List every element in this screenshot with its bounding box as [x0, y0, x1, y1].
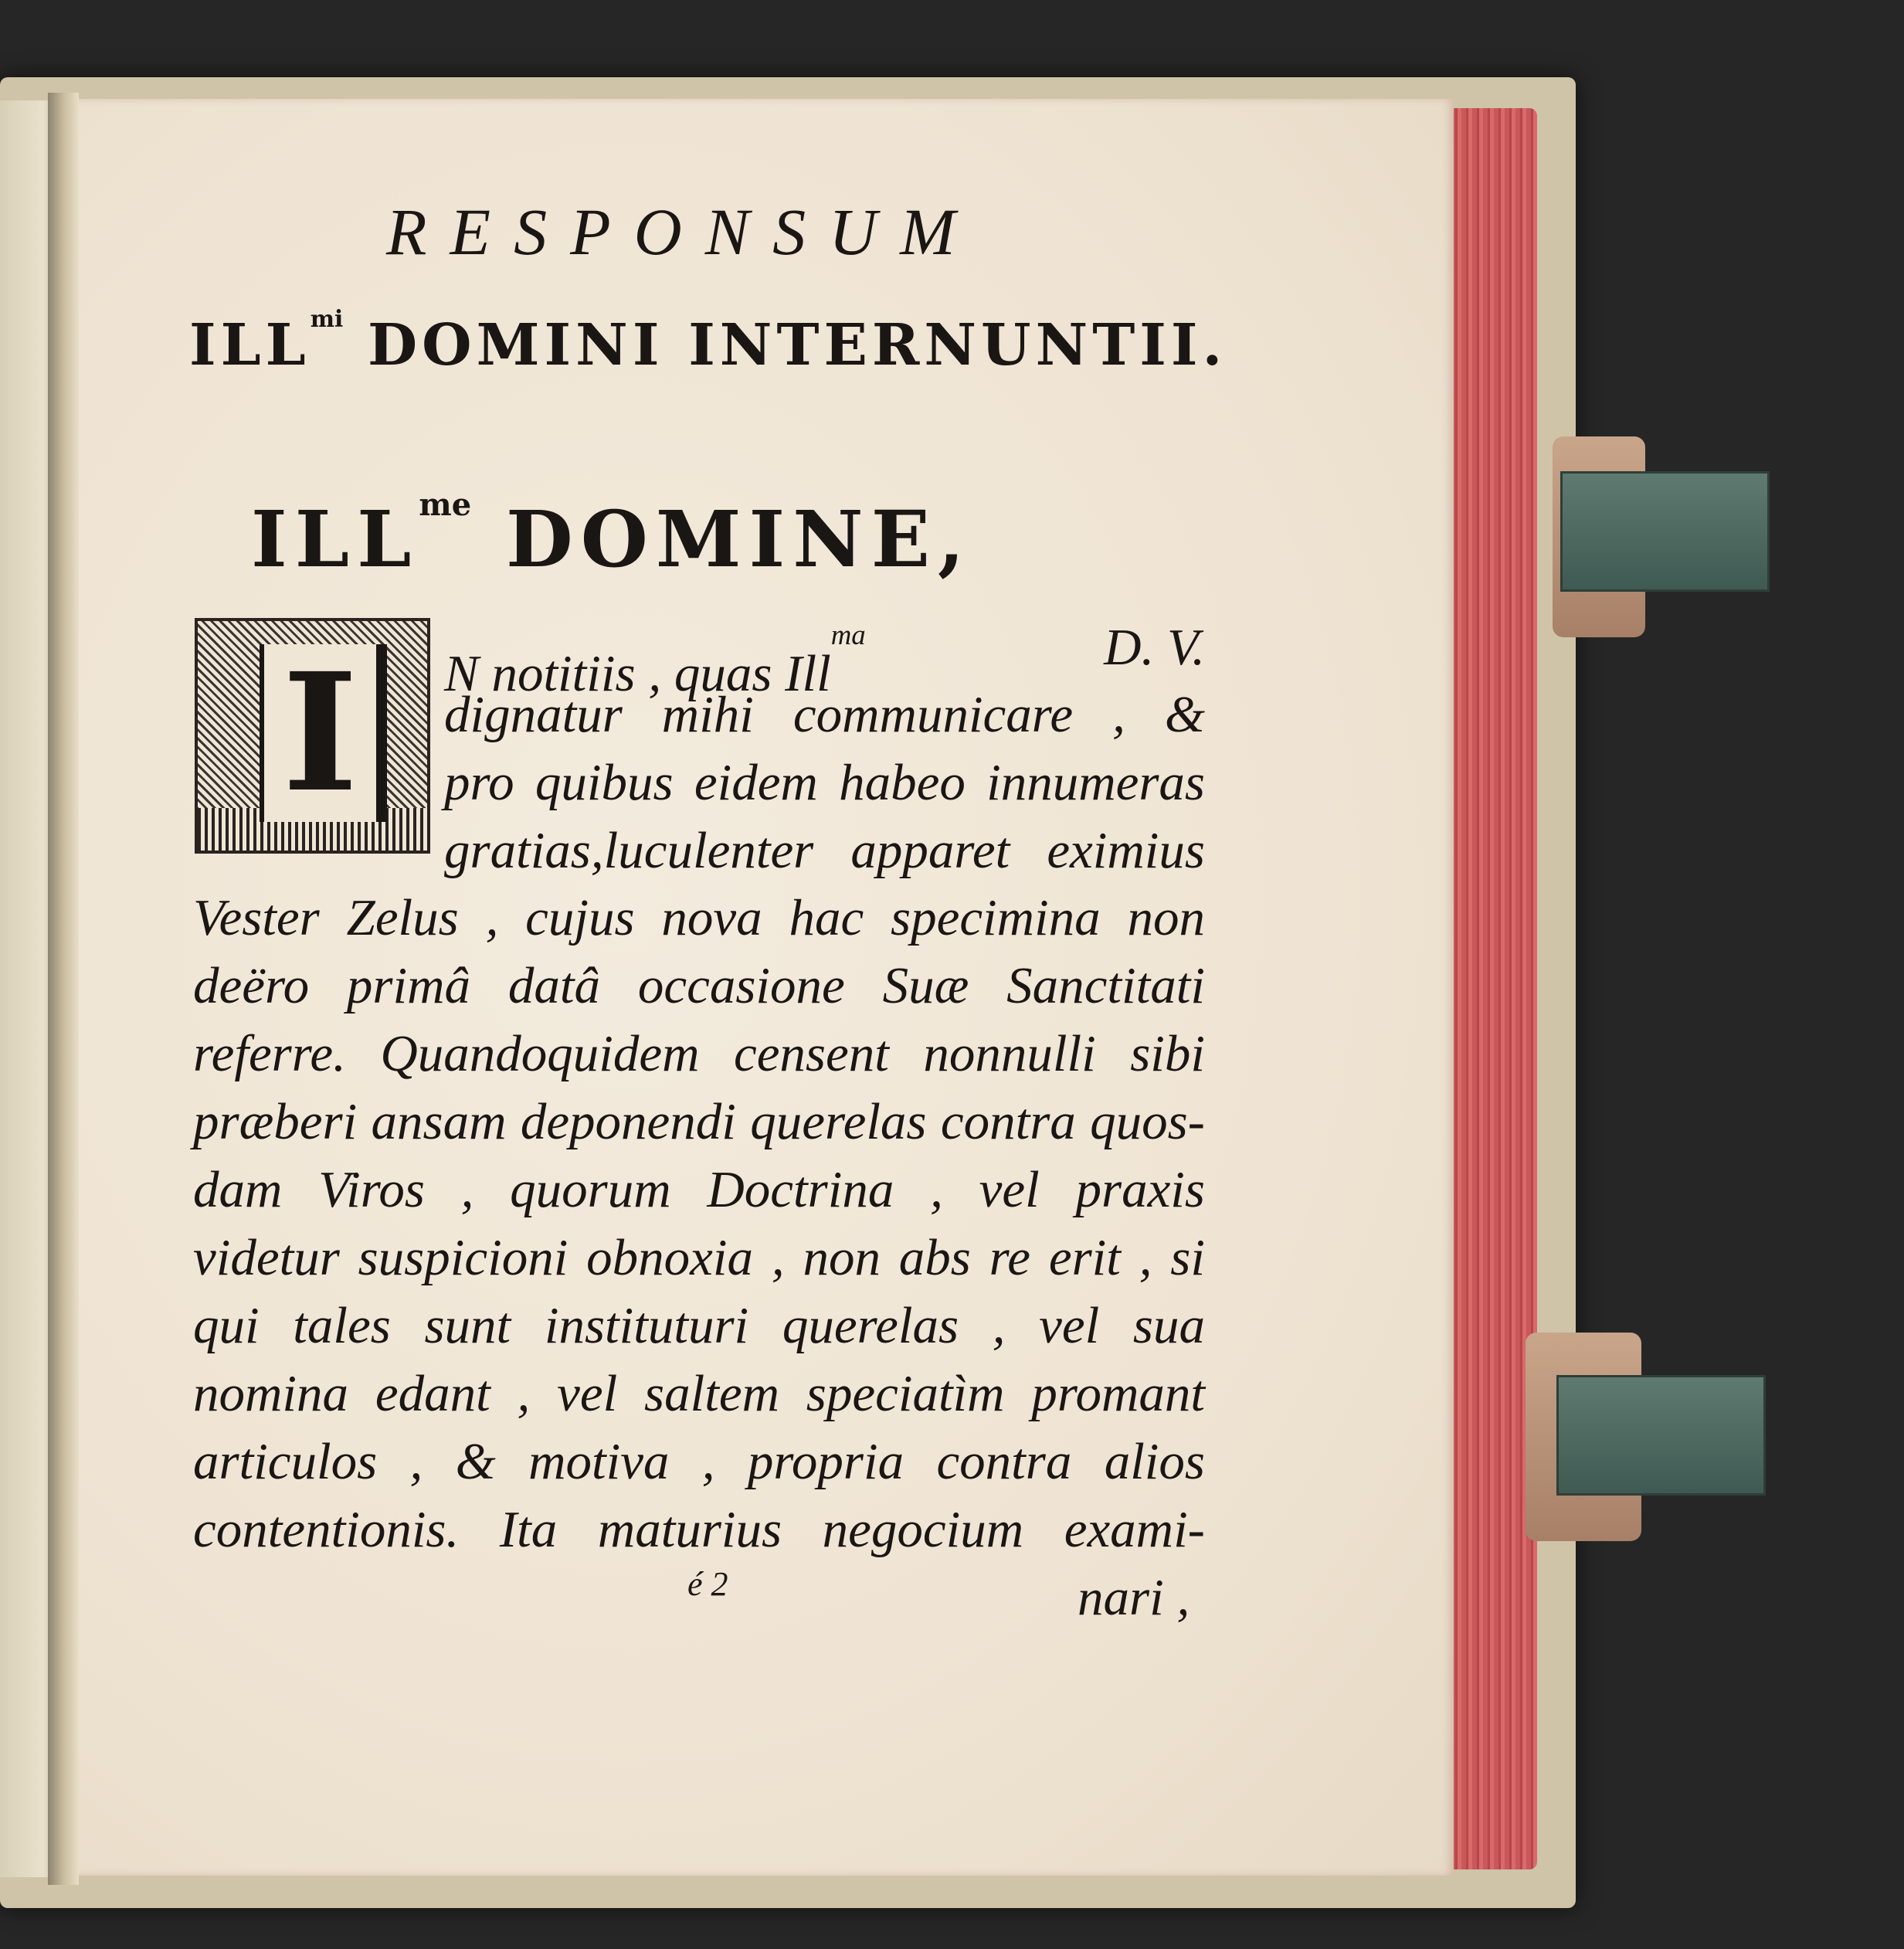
- text-line-2: dignatur mihi communicare , &: [444, 686, 1205, 743]
- text-line-13: articulos , & motiva , propria contra alios: [193, 1433, 1205, 1490]
- text-line-1: N notitiis , quas Ill$^{ma}$ D. V.: [444, 619, 1205, 703]
- signature-mark: é 2: [687, 1565, 728, 1603]
- text-line-8: præberi ansam deponendi querelas contra quos-: [193, 1093, 1205, 1150]
- page-subtitle: $ILL^{mi}$ DOMINI INTERNUNTII.: [189, 305, 1227, 379]
- upper-clasp-hinge: [1560, 471, 1770, 592]
- text-line-9: dam Viros , quorum Doctrina , vel praxis: [193, 1161, 1205, 1218]
- text-line-5: Vester Zelus , cujus nova hac specimina non: [193, 889, 1205, 946]
- text-line-14: contentionis. Ita maturius negocium exami-: [193, 1501, 1205, 1558]
- book-gutter: [48, 93, 79, 1885]
- page-title: RESPONSUM: [386, 195, 979, 269]
- text-line-11: qui tales sunt instituturi querelas , vel sua: [193, 1297, 1205, 1354]
- text-line-4: gratias,luculenter apparet eximius: [444, 822, 1205, 879]
- text-line-3: pro quibus eidem habeo innumeras: [444, 754, 1205, 811]
- woodcut-initial: [195, 618, 430, 854]
- text-line-10: videtur suspicioni obnoxia , non abs re erit , si: [193, 1229, 1205, 1286]
- initial-letter: I: [260, 644, 387, 822]
- text-line-6: deëro primâ datâ occasione Suæ Sanctitati: [193, 957, 1205, 1014]
- catchword: nari ,: [1078, 1569, 1190, 1626]
- text-line-7: referre. Quandoquidem censent nonnulli sibi: [193, 1025, 1205, 1082]
- lower-clasp-hinge: [1556, 1375, 1766, 1496]
- salutation: $ILL^{me}$ DOMINE,: [251, 487, 972, 585]
- text-line-12: nomina edant , vel saltem speciatìm promant: [193, 1365, 1205, 1422]
